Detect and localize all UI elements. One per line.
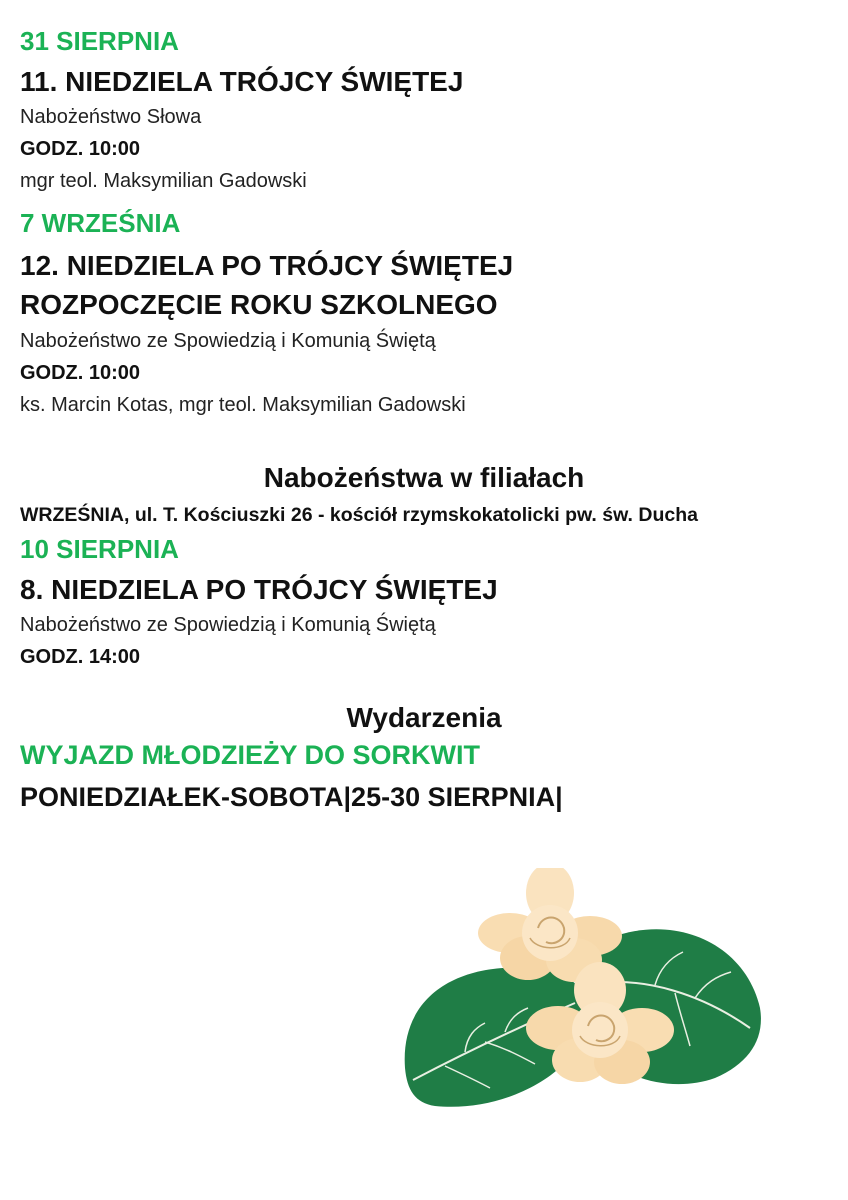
service-1-time: GODZ. 10:00 <box>20 138 141 160</box>
branch-service-date: 10 SIERPNIA <box>20 534 179 564</box>
service-2-date: 7 WRZEŚNIA <box>20 208 181 238</box>
flower-with-leaves-icon <box>385 868 765 1118</box>
branch-service-title: 8. NIEDZIELA PO TRÓJCY ŚWIĘTEJ <box>20 574 498 605</box>
service-2-ministers: ks. Marcin Kotas, mgr teol. Maksymilian Gadowski <box>20 394 466 416</box>
branch-location: WRZEŚNIA, ul. T. Kościuszki 26 - kościół rzymskokatolicki pw. św. Ducha <box>20 504 698 526</box>
service-1-ministers: mgr teol. Maksymilian Gadowski <box>20 170 307 192</box>
event-dates: PONIEDZIAŁEK-SOBOTA|25-30 SIERPNIA| <box>20 782 563 812</box>
service-2-time: GODZ. 10:00 <box>20 362 141 384</box>
service-1-title: 11. NIEDZIELA TRÓJCY ŚWIĘTEJ <box>20 66 464 97</box>
branches-heading: Nabożeństwa w filiałach <box>263 462 585 493</box>
branch-service-type: Nabożeństwo ze Spowiedzią i Komunią Świętą <box>20 614 436 636</box>
service-2-title-line-2: ROZPOCZĘCIE ROKU SZKOLNEGO <box>20 289 498 320</box>
event-name: WYJAZD MŁODZIEŻY DO SORKWIT <box>20 740 480 770</box>
service-1-date: 31 SIERPNIA <box>20 26 179 56</box>
service-2-title-line-1: 12. NIEDZIELA PO TRÓJCY ŚWIĘTEJ <box>20 250 514 281</box>
service-1-type: Nabożeństwo Słowa <box>20 106 202 128</box>
branch-service-time: GODZ. 14:00 <box>20 646 141 668</box>
events-heading: Wydarzenia <box>346 702 502 733</box>
service-2-type: Nabożeństwo ze Spowiedzią i Komunią Świętą <box>20 330 436 352</box>
